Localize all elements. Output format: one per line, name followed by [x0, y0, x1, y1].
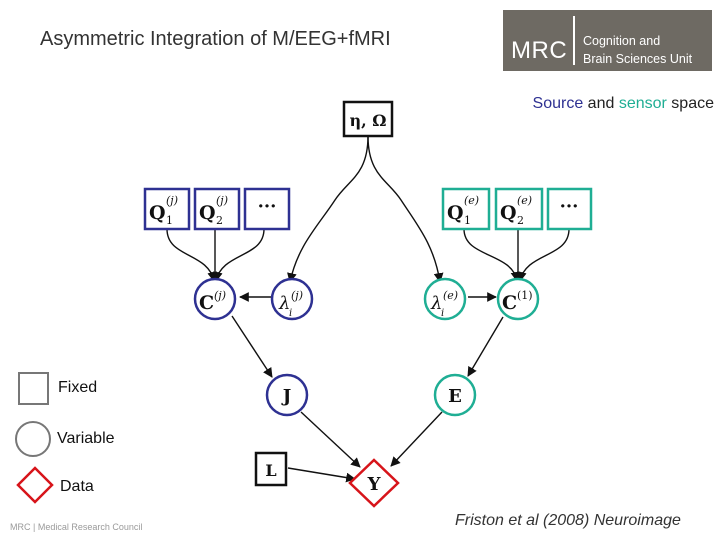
node-q1-j-sub: 1: [166, 214, 173, 227]
edge-top-to-lambda-j: [290, 136, 368, 282]
node-q1-e-sup: (e): [464, 194, 480, 207]
node-eta-omega: [344, 102, 392, 136]
footer-mrc: MRC | Medical Research Council: [10, 522, 143, 532]
node-j: [267, 375, 307, 415]
legend-fixed-square: [19, 373, 48, 404]
node-l: [256, 453, 286, 485]
node-lambda-e-sup: (e): [443, 289, 459, 302]
node-dots-j-label: ···: [257, 196, 277, 217]
node-lambda-j: [272, 279, 312, 319]
node-q2-e-sub: 2: [517, 214, 524, 227]
node-lambda-j-sub: i: [289, 308, 293, 319]
edge-l-to-y: [288, 468, 355, 479]
node-q2-j-sup: (j): [216, 194, 228, 207]
logo-abbrev: MRC: [511, 37, 568, 64]
node-q1-e-sub: 1: [464, 214, 471, 227]
node-l-label: L: [265, 461, 277, 480]
node-q1-e: [443, 189, 489, 229]
edge-j-to-y: [301, 412, 360, 467]
node-q2-e-base: Q: [500, 202, 517, 224]
node-j-label: J: [282, 386, 292, 407]
node-lambda-e-base: λ: [431, 293, 443, 314]
subtitle-source: Source: [532, 95, 584, 112]
slide-title: Asymmetric Integration of M/EEG+f​MRI: [40, 28, 391, 50]
node-q1-j-base: Q: [149, 202, 166, 224]
legend-variable-label: Variable: [57, 430, 115, 447]
legend-data-label: Data: [60, 478, 94, 495]
node-q2-j-sub: 2: [216, 214, 223, 227]
logo-line-1: Cognition and: [583, 34, 661, 48]
node-q1-e-base: Q: [447, 202, 464, 224]
node-y-label: Y: [367, 474, 381, 495]
node-q2-e-sup: (e): [517, 194, 533, 207]
legend-variable-circle: [16, 422, 50, 456]
node-q1-j: [145, 189, 189, 229]
node-q1-j-sup: (j): [166, 194, 178, 207]
logo-line-2: Brain Sciences Unit: [583, 52, 693, 66]
node-e: [435, 375, 475, 415]
node-q2-e: [496, 189, 542, 229]
edge-e-to-y: [391, 412, 442, 466]
node-eta-omega-label: η, Ω: [349, 111, 387, 130]
edge-top-to-lambda-e: [368, 136, 440, 282]
node-c-1: [498, 279, 538, 319]
node-lambda-e: [425, 279, 465, 319]
node-c-j: [195, 279, 235, 319]
node-dots-j: [245, 189, 289, 229]
subtitle-and: and: [583, 95, 619, 112]
edge-cj-to-j: [232, 316, 272, 377]
node-y: [350, 460, 398, 506]
legend-data-diamond: [18, 468, 52, 502]
edge-q1e-to-c1: [464, 229, 517, 281]
node-lambda-j-base: λ: [279, 293, 291, 314]
node-dots-e-label: ···: [559, 196, 579, 217]
node-c-1-sup: (1): [517, 289, 533, 302]
legend-fixed-label: Fixed: [58, 379, 98, 396]
node-q2-j-base: Q: [199, 202, 216, 224]
subtitle-sensor: sensor: [618, 95, 667, 112]
node-c-1-base: C: [502, 292, 518, 314]
edge-dotse-to-c1: [520, 229, 569, 281]
subtitle-space: space: [666, 95, 714, 112]
node-e-label: E: [448, 386, 462, 407]
node-c-j-sup: (j): [214, 289, 226, 302]
edge-c1-to-e: [468, 317, 503, 376]
edge-dotsj-to-cj: [216, 229, 264, 281]
edge-q1j-to-cj: [167, 229, 214, 281]
node-q2-j: [195, 189, 239, 229]
node-lambda-j-sup: (j): [291, 289, 303, 302]
citation: Friston et al (2008) Neuroimage: [455, 512, 681, 529]
node-dots-e: [548, 189, 591, 229]
node-c-j-base: C: [199, 292, 215, 314]
node-lambda-e-sub: i: [441, 308, 445, 319]
